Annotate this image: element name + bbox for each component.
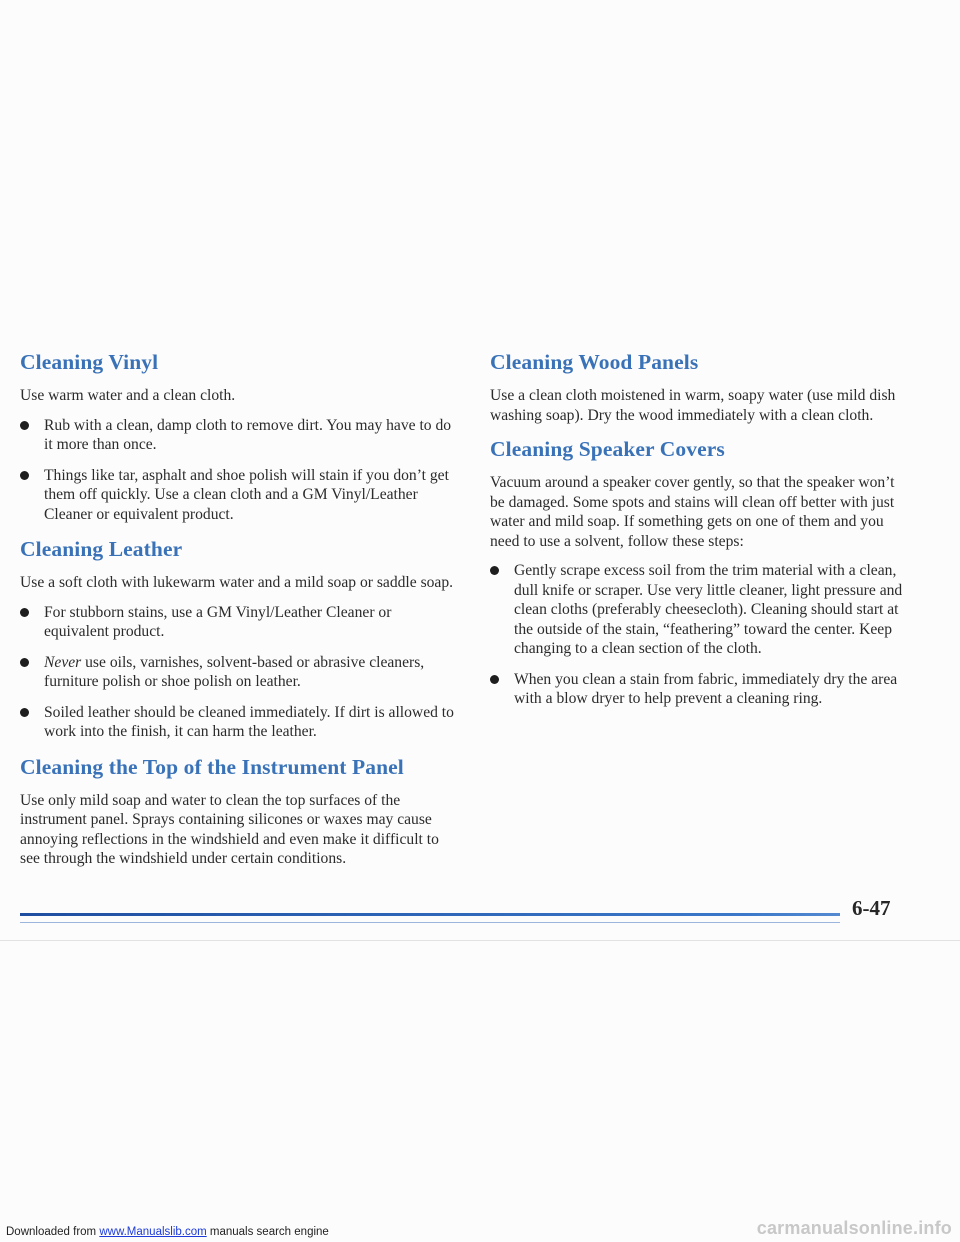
bullet-list bbox=[20, 603, 460, 742]
list-item-text: Things like tar, asphalt and shoe polish will stain if you don’t get them off quickly. Use a clean cloth and a GM Vinyl/Leather Cleaner or equivalent product. bbox=[44, 466, 449, 523]
site-watermark: carmanualsonline.info bbox=[756, 1218, 952, 1238]
page-number: 6-47 bbox=[852, 896, 891, 920]
left-column bbox=[20, 348, 460, 879]
list-item bbox=[20, 653, 460, 692]
heading-cleaning-leather: Cleaning Leather bbox=[20, 537, 183, 561]
watermark-suffix: manuals search engine bbox=[206, 1226, 329, 1238]
bullet-icon bbox=[20, 608, 29, 617]
paragraph: Use a clean cloth moistened in warm, soapy water (use mild dish washing soap). Dry the wood immediately with a clean cloth. bbox=[490, 387, 896, 424]
bullet-icon bbox=[490, 566, 499, 575]
paragraph: Vacuum around a speaker cover gently, so that the speaker won’t be damaged. Some spots and stains will clean off better with just water and mild soap. If something gets on one of them and you need to use a solvent, follow these steps: bbox=[490, 474, 895, 550]
heading-cleaning-vinyl: Cleaning Vinyl bbox=[20, 350, 159, 374]
list-item bbox=[20, 416, 460, 455]
heading-cleaning-wood-panels: Cleaning Wood Panels bbox=[490, 350, 699, 374]
bullet-icon bbox=[20, 471, 29, 480]
heading-cleaning-speaker-covers: Cleaning Speaker Covers bbox=[490, 437, 725, 461]
section-cleaning-leather bbox=[20, 535, 460, 742]
right-column bbox=[490, 348, 905, 720]
section-cleaning-speaker-covers bbox=[490, 435, 905, 709]
paragraph: Use only mild soap and water to clean the top surfaces of the instrument panel. Sprays containing silicones or waxes may cause annoying reflections in the windshield and even make it difficult to see through the windshield under certain conditions. bbox=[20, 791, 439, 867]
list-item-text: Rub with a clean, damp cloth to remove dirt. You may have to do it more than once. bbox=[44, 416, 452, 453]
footer-rule-thin bbox=[20, 922, 840, 923]
list-item-text: Gently scrape excess soil from the trim material with a clean, dull knife or scraper. Use very little cleaner, light pressure and clean cloths (preferably cheesecloth). Cleaning should start at the outside of the stain, “feathering” toward the center. Keep changing to a clean section of the cloth. bbox=[514, 562, 903, 657]
bullet-icon bbox=[20, 658, 29, 667]
list-item bbox=[20, 466, 460, 525]
list-item-text: Soiled leather should be cleaned immediately. If dirt is allowed to work into the finish, it can harm the leather. bbox=[44, 703, 454, 740]
list-item bbox=[20, 703, 460, 742]
bullet-list bbox=[20, 416, 460, 525]
list-item bbox=[490, 670, 905, 709]
paragraph: Use warm water and a clean cloth. bbox=[20, 387, 236, 404]
list-item-text: use oils, varnishes, solvent-based or abrasive cleaners, furniture polish or shoe polish on leather. bbox=[44, 653, 425, 690]
section-cleaning-wood-panels bbox=[490, 348, 905, 425]
list-item-text: For stubborn stains, use a GM Vinyl/Leather Cleaner or equivalent product. bbox=[44, 603, 392, 640]
manualslib-link[interactable]: www.Manualslib.com bbox=[99, 1226, 207, 1238]
paragraph: Use a soft cloth with lukewarm water and a mild soap or saddle soap. bbox=[20, 574, 454, 591]
heading-instrument-panel: Cleaning the Top of the Instrument Panel bbox=[20, 754, 404, 779]
emphasis-never: Never bbox=[44, 653, 82, 671]
list-item-text: When you clean a stain from fabric, immediately dry the area with a blow dryer to help prevent a cleaning ring. bbox=[514, 670, 898, 707]
bullet-icon bbox=[20, 708, 29, 717]
watermark-prefix: Downloaded from bbox=[6, 1226, 100, 1238]
footer-rule bbox=[20, 913, 925, 916]
list-item bbox=[20, 603, 460, 642]
scan-edge-divider bbox=[0, 940, 960, 941]
bullet-list bbox=[490, 561, 905, 709]
list-item bbox=[490, 561, 905, 659]
bullet-icon bbox=[490, 675, 499, 684]
section-instrument-panel bbox=[20, 753, 460, 869]
bullet-icon bbox=[20, 421, 29, 430]
download-watermark bbox=[6, 1226, 329, 1238]
section-cleaning-vinyl bbox=[20, 348, 460, 524]
